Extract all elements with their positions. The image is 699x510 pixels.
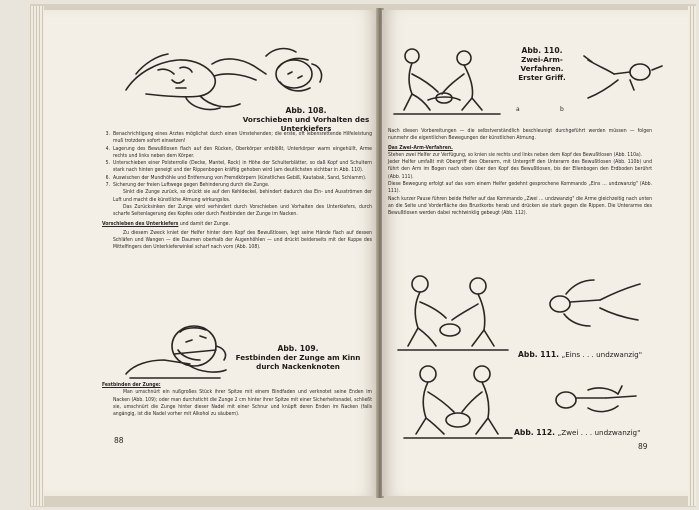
figure-110-number: Abb. 110. [521, 46, 563, 55]
page-edges-left [30, 6, 44, 506]
left-heading-1-line [102, 221, 372, 228]
figure-111b-illustration [540, 274, 660, 330]
left-paragraph-2: Das Zurücksinken der Zunge wird verhindert durch Vorschieben und Vorhalten des Unterkiefers, durch scharfe Seitenlagerung des Kopfes oder durch Festbinden der Zunge im Nacken. [113, 203, 372, 218]
figure-111-text: „Eins . . . undzwanzig" [561, 350, 643, 359]
left-paragraph-1: Sinkt die Zunge zurück, so drückt sie auf den Kehldeckel, behindert dadurch das Ein- und Ausströmen der Luft und macht die künstliche Atmung wirkungslos. [113, 189, 372, 203]
figure-110-text: Zwei-Arm-Verfahren. Erster Griff. [518, 55, 566, 82]
figure-108-caption [240, 106, 372, 133]
right-paragraph-4: Diese Bewegung erfolgt auf das vom einem Helfer gedehnt gesprochene Kommando „Eins … undzwanzig" (Abb. 111). [388, 181, 652, 195]
list-item: 5. Unterschieben einer Polsterrolle (Decke, Mantel, Rock) in Höhe der Schulterblätter, so daß Kopf und Schultern stark nach hinten geneigt und der Rippenbogen kräftig gehoben wird (am deutlichsten sichtbar in Abb. 110). [105, 160, 372, 174]
figure-112-caption [514, 428, 680, 437]
figure-110b-illustration [578, 50, 668, 102]
list-item: 3. Benachrichtigung eines Arztes möglichst durch einen Umstehenden; die erste, oft lebensrettende Hilfeleistung muß trotzdem sofort einsetzen! [105, 131, 372, 145]
figure-112b-illustration [548, 376, 648, 426]
right-paragraph-2: Stehen zwei Helfer zur Verfügung, so knien sie rechts und links neben dem Kopf des Bewußtlosen (Abb. 110a). [388, 151, 643, 158]
figure-112-illustration [398, 362, 518, 440]
right-paragraph-3: Jeder Helfer umfaßt mit Obergriff den Oberarm, mit Untergriff den Unterarm des Bewußtlosen (Abb. 110b) und führt den Arm im Bogen nach oben über den Kopf des Bewußtlosen, bis der Ellenbogen den Erdboden berührt (Abb. 111). [388, 159, 652, 180]
figure-110-label-b: b [560, 106, 564, 113]
right-text-block [388, 128, 652, 218]
left-paragraph-3: Zu diesem Zweck kniet der Helfer hinter dem Kopf des Bewußtlosen, legt seine Hände flach auf dessen Schläfen und Wangen — die Daumen oberhalb der Augenhöhlen — und drückt beiderseits mit der Kuppe des Mittelfingers den Unterkieferwinkel scharf nach vorn (Abb. 108). [113, 229, 372, 251]
left-page-number: 88 [114, 436, 124, 445]
figure-108-number: Abb. 108. [285, 106, 327, 115]
figure-108-illustration [116, 34, 326, 112]
figure-109-caption [224, 344, 372, 371]
list-item: 4. Lagerung des Bewußtlosen flach auf den Rücken, Oberkörper entblößt, Unterkörper warm eingehüllt, Arme rechts und links neben dem Körper. [105, 145, 372, 159]
left-heading-2: Festbinden der Zunge: [102, 382, 161, 388]
right-page-number: 89 [638, 442, 648, 451]
left-heading-1-rest: und damit der Zunge. [178, 220, 230, 227]
figure-109-text: Festbinden der Zunge am Kinn durch Nackenknoten [235, 353, 361, 371]
figure-111-number: Abb. 111. [518, 350, 560, 359]
page-edges-right [688, 6, 696, 506]
figure-112-number: Abb. 112. [514, 428, 556, 437]
figure-108-text: Vorschieben und Vorhalten des Unterkiefers [242, 115, 370, 133]
left-text-block-2 [102, 382, 372, 418]
figure-109-illustration [120, 320, 232, 380]
figure-111-illustration [392, 272, 512, 352]
figure-109-number: Abb. 109. [277, 344, 319, 353]
left-text-block-1 [102, 131, 372, 252]
figure-112-text: „Zwei . . . undzwanzig" [557, 428, 641, 437]
figure-111-caption [518, 350, 678, 359]
right-paragraph-1: Nach diesen Vorbereitungen — die selbstverständlich beschleunigt durchgeführt werden müssen — folgen nunmehr die eigentlichen Bewegungen der künstlichen Atmung. [388, 128, 652, 142]
left-page [44, 10, 378, 496]
right-page [382, 10, 688, 496]
figure-110a-illustration [390, 44, 510, 116]
list-item: 7. Sicherung der freien Luftwege gegen Behinderung durch die Zunge. [105, 182, 270, 189]
left-paragraph-4: Man umschnürt ein nußgroßes Stück ihrer Spitze mit einem Bindfaden und verknotet seine Enden im Nacken (Abb. 109); oder man durchsticht die Zunge 2 cm hinter ihrer Spitze mit einer Sicherheitsnadel, schließt sie, umschnürt die Zunge hinter dieser Nadel mit einer Schnur und knüpft deren Enden im Nacken (falls angängig, ist die Nadel vorher mit Alkohol zu säubern). [113, 389, 372, 418]
right-paragraph-5: Nach kurzer Pause führen beide Helfer auf das Kommando „Zwei … undzwanzig" die Arme gleichzeitig nach unten an die Seite und Vorderfläche des Brustkorbs herab und drücken sie stark gegen die Rippen. Die Unterarme des Bewußtlosen werden dabei rechtwinklig gebeugt (Abb. 112). [388, 195, 652, 217]
figure-110-caption [508, 46, 576, 82]
right-heading: Das Zwei-Arm-Verfahren. [388, 144, 453, 151]
figure-110-label-a: a [516, 106, 520, 113]
left-heading-1: Vorschieben des Unterkiefers [102, 220, 179, 227]
list-item: 6. Auswischen der Mundhöhle und Entfernung von Fremdkörpern (künstliches Gebiß, Kautabak, Sand, Schlamm). [105, 174, 367, 181]
